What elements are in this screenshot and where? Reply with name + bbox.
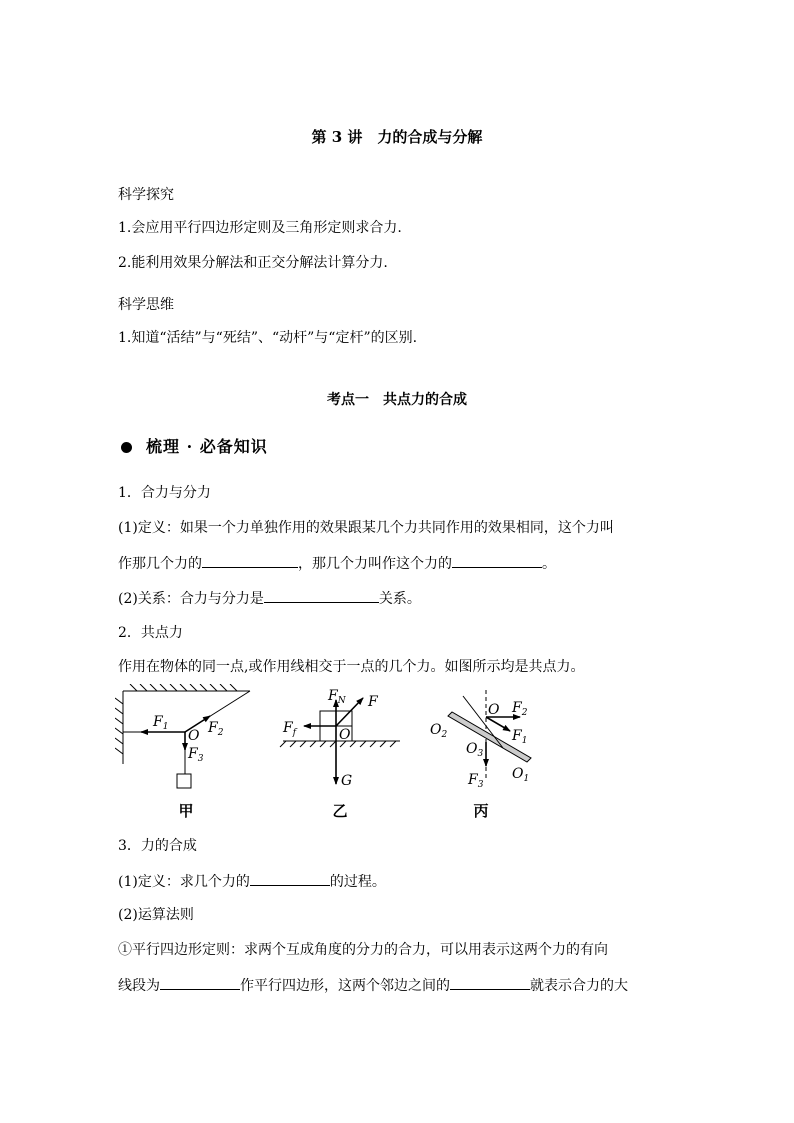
caption-yi: 乙 (332, 802, 348, 820)
label-f1: $F_1$ (153, 714, 169, 732)
objective-item-1: 1.会应用平行四边形定则及三角形定则求合力. (118, 220, 402, 236)
item-3-title: 3．力的合成 (118, 838, 197, 854)
label-f2: $F_2$ (208, 720, 224, 738)
text-segment: 作平行四边形，这两个邻边之间的 (240, 978, 450, 994)
page-title: 第 3 讲 力的合成与分解 (311, 128, 483, 146)
text-segment: 线段为 (118, 978, 160, 994)
fill-blank[interactable] (452, 553, 542, 568)
text-segment: 的过程。 (329, 874, 386, 890)
label-f1: $F_1$ (512, 728, 528, 746)
label-fn: $F_N$ (328, 688, 346, 706)
arrow-f1 (486, 717, 510, 731)
text-segment: 就表示合力的大 (530, 978, 628, 994)
item-1-title: 1．合力与分力 (118, 485, 211, 501)
ceiling-hatch (123, 684, 250, 691)
knowledge-heading: 梳理 · 必备知识 (146, 437, 268, 456)
item-3-definition (118, 871, 386, 892)
label-o3: $O_3$ (466, 741, 484, 759)
item-2-text: 作用在物体的同一点,或作用线相交于一点的几个力。如图所示均是共点力。 (118, 659, 585, 675)
fill-blank[interactable] (264, 588, 379, 603)
label-f3: $F_3$ (468, 772, 484, 790)
fill-blank[interactable] (250, 871, 330, 886)
label-o: O (188, 728, 200, 744)
figure-jia (115, 684, 260, 794)
item-2-title: 2．共点力 (118, 625, 183, 641)
wall-hatch (115, 691, 123, 764)
item-1-definition: (1)定义：如果一个力单独作用的效果跟某几个力共同作用的效果相同，这个力叫 (118, 520, 614, 536)
label-f: F (368, 694, 378, 710)
section-title-science-inquiry: 科学探究 (118, 187, 174, 203)
weight-block (177, 774, 191, 788)
item-3-rule: (2)运算法则 (118, 907, 194, 923)
bullet-dot-icon (121, 442, 132, 453)
fill-blank[interactable] (160, 975, 240, 990)
item-1-definition-cont (118, 553, 556, 574)
label-o: O (488, 702, 500, 718)
item-1-relation (118, 588, 421, 609)
label-o2: $O_2$ (430, 722, 448, 740)
figure-bing (428, 690, 538, 790)
label-ff: $F_f$ (283, 720, 297, 738)
text-segment: 。 (542, 556, 556, 572)
text-segment: 作那几个力的 (118, 556, 202, 572)
item-3-parallelogram: ①平行四边形定则：求两个互成角度的分力的合力，可以用表示这两个力的有向 (118, 942, 608, 958)
text-segment: 关系。 (378, 591, 421, 607)
text-segment: (1)定义：求几个力的 (118, 874, 250, 890)
topic-heading: 考点一 共点力的合成 (327, 392, 467, 408)
caption-jia: 甲 (178, 802, 194, 820)
text-segment: ，那几个力叫作这个力的 (298, 556, 452, 572)
caption-bing: 丙 (473, 802, 489, 820)
figure-yi (278, 684, 408, 794)
objective-item-3: 1.知道“活结”与“死结”、“动杆”与“定杆”的区别. (118, 330, 418, 346)
label-g: G (341, 773, 353, 789)
label-o1: $O_1$ (512, 766, 530, 784)
item-3-parallelogram-cont (118, 975, 628, 996)
fill-blank[interactable] (450, 975, 530, 990)
label-f2: $F_2$ (512, 700, 528, 718)
fill-blank[interactable] (202, 553, 298, 568)
section-title-science-thinking: 科学思维 (118, 297, 174, 313)
text-segment: (2)关系：合力与分力是 (118, 591, 264, 607)
objective-item-2: 2.能利用效果分解法和正交分解法计算分力. (118, 255, 388, 271)
label-o: O (339, 727, 351, 743)
label-f3: $F_3$ (188, 746, 204, 764)
